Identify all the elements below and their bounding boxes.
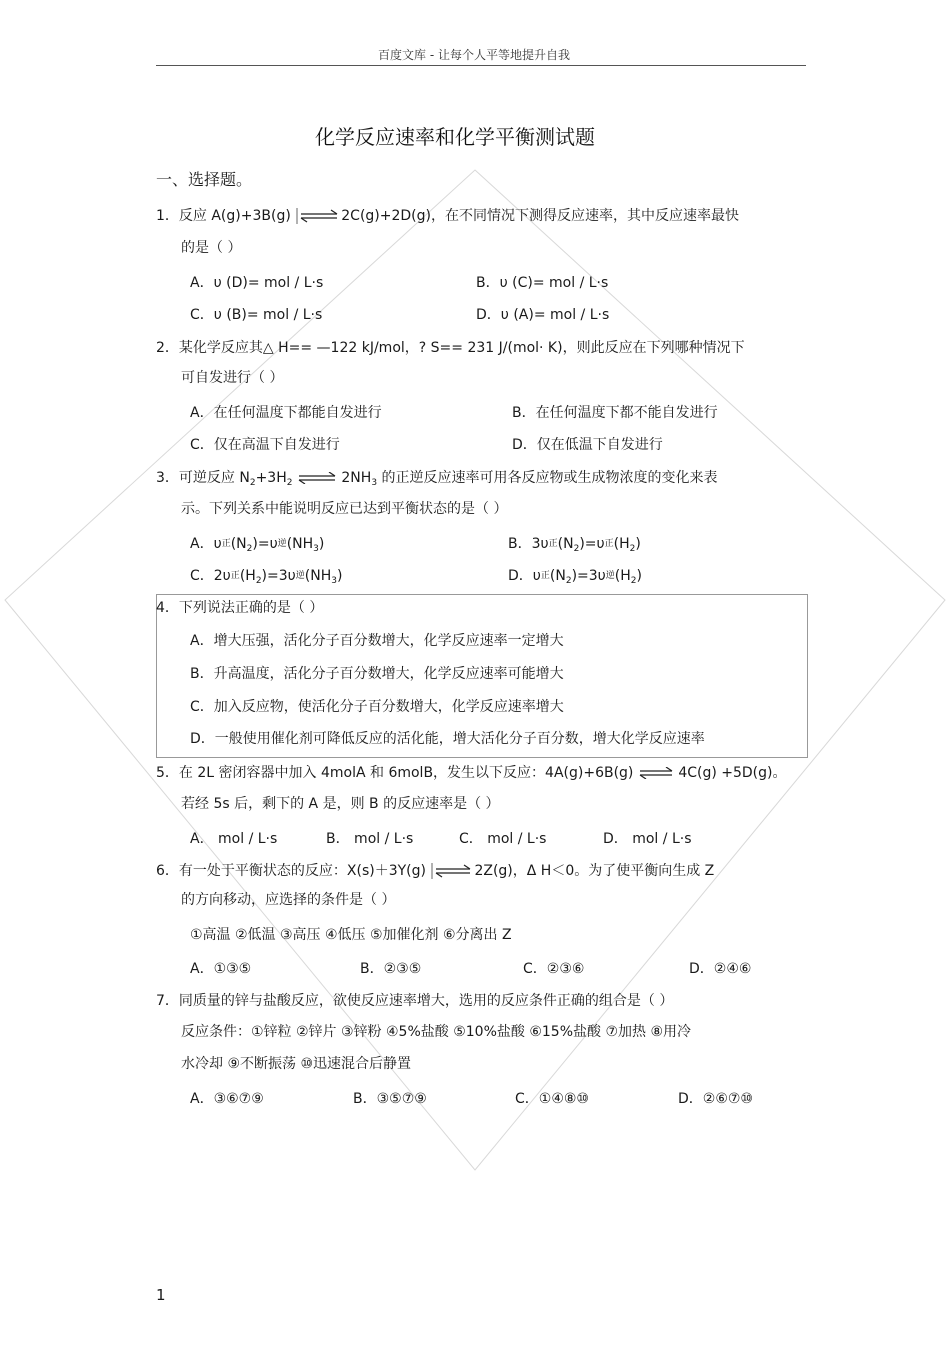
- q4-option-b: B．升高温度，活化分子百分数增大，化学反应速率可能增大: [190, 666, 564, 682]
- q6-line2: 的方向移动，应选择的条件是（ ）: [181, 892, 396, 908]
- q5-option-b: B． mol / L·s: [326, 831, 414, 847]
- q5-line1: 5．在 2L 密闭容器中加入 4molA 和 6molB，发生以下反应：4A(g)+6B(g) 4C(g) +5D(g)。: [156, 765, 787, 781]
- q3-option-c: C．2υ正$(H_2)=3\upsilon$逆$(NH_3)$: [190, 568, 343, 586]
- q5-option-c: C． mol / L·s: [459, 831, 547, 847]
- q5-option-a: A． mol / L·s: [190, 831, 278, 847]
- q6-line1: 6．有一处于平衡状态的反应：X(s)＋3Y(g) 2Z(g)，Δ H＜0。为了使平衡向生成 Z: [156, 863, 715, 879]
- q5-line2: 若经 5s 后，剩下的 A 是，则 B 的反应速率是（ ）: [181, 796, 500, 812]
- q4-option-a: A．增大压强，活化分子百分数增大，化学反应速率一定增大: [190, 633, 564, 649]
- q1-option-c: C．υ (B)= mol / L·s: [190, 307, 323, 323]
- q6-option-d: D．②④⑥: [689, 961, 752, 977]
- q3-line2: 示。下列关系中能说明反应已达到平衡状态的是（ ）: [181, 501, 508, 517]
- q2-option-c: C．仅在高温下自发进行: [190, 437, 340, 453]
- q3-option-d: D．υ正$(N_2)=3\upsilon$逆$(H_2)$: [508, 568, 642, 586]
- q7-line2: 反应条件：①锌粒 ②锌片 ③锌粉 ④5%盐酸 ⑤10%盐酸 ⑥15%盐酸 ⑦加热 ⑧用冷: [181, 1024, 692, 1040]
- q4-option-d: D．一般使用催化剂可降低反应的活化能，增大活化分子百分数，增大化学反应速率: [190, 731, 705, 747]
- reversible-arrow-icon: [638, 767, 674, 779]
- q2-option-a: A．在任何温度下都能自发进行: [190, 405, 382, 421]
- q7-line1: 7．同质量的锌与盐酸反应，欲使反应速率增大，选用的反应条件正确的组合是（ ）: [156, 993, 674, 1009]
- q5-option-d: D． mol / L·s: [603, 831, 692, 847]
- q6-option-c: C．②③⑥: [523, 961, 585, 977]
- q1-line1: 1．反应 A(g)+3B(g) 2C(g)+2D(g)，在不同情况下测得反应速率，其中反应速率最快: [156, 208, 739, 224]
- q7-option-c: C．①④⑧⑩: [515, 1091, 589, 1107]
- q1-option-a: A．υ (D)= mol / L·s: [190, 275, 324, 291]
- q3-option-b: B．3υ正$(N_2)=\upsilon$正$(H_2)$: [508, 536, 641, 554]
- header-rule: [156, 65, 806, 66]
- q1-option-b: B．υ (C)= mol / L·s: [476, 275, 609, 291]
- q2-line1: 2．某化学反应其△ H== —122 kJ/mol，? S== 231 J/(mol· K)，则此反应在下列哪种情况下: [156, 340, 745, 356]
- q6-option-b: B．②③⑤: [360, 961, 422, 977]
- q4-option-c: C．加入反应物，使活化分子百分数增大，化学反应速率增大: [190, 699, 564, 715]
- q6-option-a: A．①③⑤: [190, 961, 252, 977]
- q1-option-d: D．υ (A)= mol / L·s: [476, 307, 610, 323]
- q2-option-d: D．仅在低温下自发进行: [512, 437, 663, 453]
- q2-line2: 可自发进行（ ）: [181, 370, 284, 386]
- q3-option-a: A．υ正$(N_2)=\upsilon$逆$(NH_3)$: [190, 536, 325, 554]
- q7-option-a: A．③⑥⑦⑨: [190, 1091, 264, 1107]
- q7-option-b: B．③⑤⑦⑨: [353, 1091, 427, 1107]
- reversible-arrow-icon: [297, 472, 337, 484]
- equilibrium-arrow-icon: [295, 208, 341, 224]
- header-text: 百度文库 - 让每个人平等地提升自我: [378, 48, 570, 62]
- section-heading: 一、选择题。: [156, 170, 253, 189]
- q7-option-d: D．②⑥⑦⑩: [678, 1091, 753, 1107]
- q6-conditions: ①高温 ②低温 ③高压 ④低压 ⑤加催化剂 ⑥分离出 Z: [190, 927, 512, 943]
- equilibrium-arrow-icon: [430, 863, 474, 879]
- q1-line2: 的是（ ）: [181, 240, 242, 256]
- page-number: 1: [156, 1286, 166, 1304]
- q7-line3: 水冷却 ⑨不断振荡 ⑩迅速混合后静置: [181, 1056, 412, 1072]
- page-title: 化学反应速率和化学平衡测试题: [315, 125, 595, 149]
- q2-option-b: B．在任何温度下都不能自发进行: [512, 405, 718, 421]
- q3-line1: 3．可逆反应 $N_2+3H_2$ $2NH_3$ 的正逆反应速率可用各反应物或生成物浓度的变化来表: [156, 470, 718, 488]
- q4-line1: 4．下列说法正确的是（ ）: [156, 600, 324, 616]
